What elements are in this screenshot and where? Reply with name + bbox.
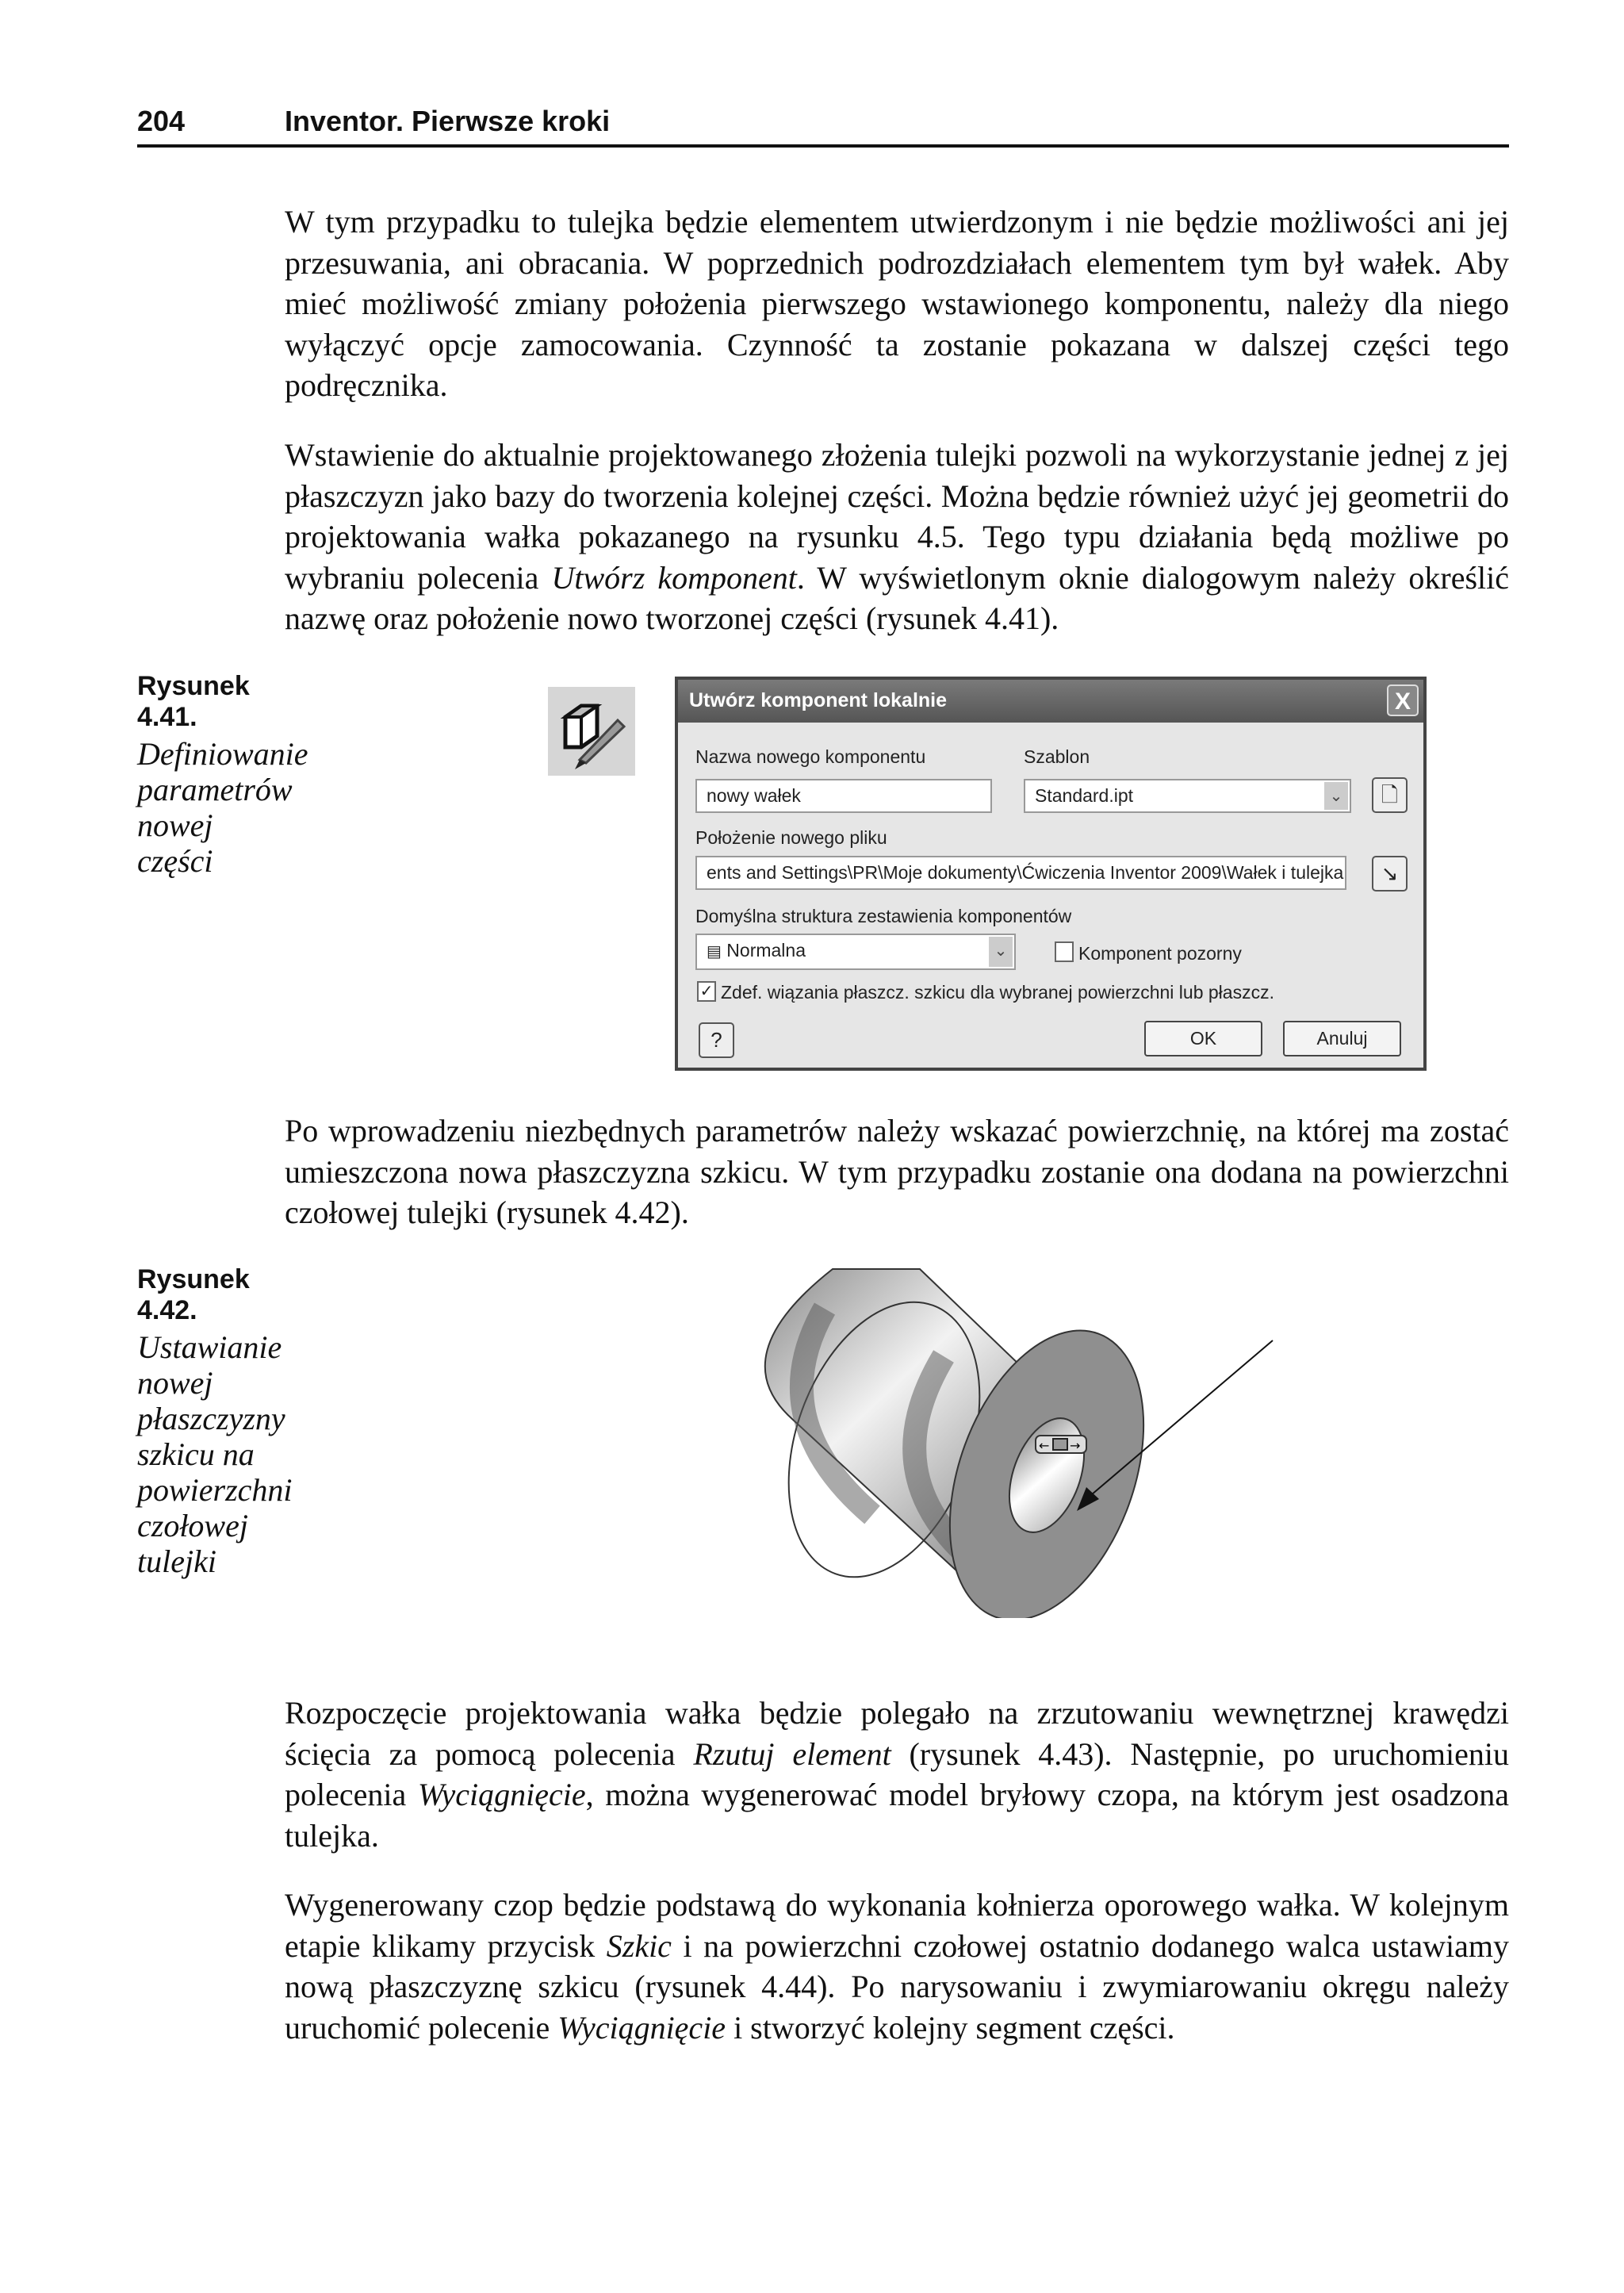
- new-template-button[interactable]: [1372, 777, 1408, 813]
- figure-number: Rysunek 4.42.: [137, 1264, 250, 1325]
- bushing-body: [753, 1269, 1180, 1618]
- figure-caption-4-42: [137, 1264, 293, 1579]
- paragraph-5: [285, 1885, 1509, 2048]
- bom-structure-label: Domyślna struktura zestawienia komponentów: [695, 906, 1072, 926]
- bom-structure-select[interactable]: [695, 934, 1016, 970]
- figure-number: Rysunek 4.41.: [137, 671, 250, 732]
- running-header: Inventor. Pierwsze kroki: [285, 105, 611, 137]
- text: , można wygenerować model bryłowy czopa, na którym jest osadzona tulejka.: [285, 1777, 1509, 1854]
- chevron-down-icon: ⌄: [1324, 782, 1348, 810]
- chevron-down-icon: ⌄: [989, 937, 1013, 967]
- browse-folder-button[interactable]: [1372, 856, 1408, 892]
- text: (rysunek 4.43). Następnie, po uruchomieniu polecenia: [285, 1735, 1509, 1812]
- name-label: Nazwa nowego komponentu: [695, 746, 926, 767]
- sketch-constraint-checkbox[interactable]: ✓: [697, 981, 716, 1002]
- paragraph-1: W tym przypadku to tulejka będzie elementem utwierdzonym i nie będzie możliwości ani jej przesuwania, ani obracania. W poprzednich podrozdziałach elementem tym był wałek. Aby mieć możliwość zmiany położenia pierwszego wstawionego komponentu, należy dla niego wyłączyć opcje zamocowania. Czynność ta zostanie pokazana w dalszej części tego podręcznika.: [285, 204, 1509, 403]
- text: i na powierzchni czołowej ostatnio dodanego walca ustawiamy nową płaszczyznę szkicu (rysunek 4.44). Po narysowaniu i zwymiarowaniu okręgu należy uruchomić polecenie: [285, 1927, 1510, 2046]
- command-name: Utwórz komponent: [551, 559, 797, 596]
- cancel-button[interactable]: Anuluj: [1283, 1021, 1401, 1056]
- figure-caption-4-41: [137, 671, 308, 879]
- command-name: Wyciągnięcie: [417, 1777, 586, 1812]
- virtual-component-checkbox[interactable]: [1055, 941, 1074, 962]
- virtual-component-label: Komponent pozorny: [1078, 943, 1242, 964]
- create-local-component-dialog: [675, 677, 1427, 1071]
- text: i stworzyć kolejny segment części.: [726, 2009, 1175, 2046]
- bom-structure-icon: ▤: [707, 943, 722, 961]
- bom-value: Normalna: [726, 940, 806, 961]
- bushing-3d-model-figure: [714, 1261, 1300, 1618]
- ok-button[interactable]: OK: [1144, 1021, 1262, 1056]
- text: . W wyświetlonym oknie dialogowym należy określić nazwę oraz położenie nowo tworzonej części (rysunek 4.41).: [285, 559, 1510, 636]
- text: Wstawienie do aktualnie projektowanego złożenia tulejki pozwoli na wykorzystanie jednej z jej płaszczyzn jako bazy do tworzenia kolejnej części. Można będzie również użyć jej geometrii do projektowania wałka pokazanego na rysunku 4.5. Tego typu działania będą możliwe po wybraniu polecenia: [285, 437, 1509, 596]
- template-select[interactable]: [1024, 779, 1351, 813]
- dialog-title-bar[interactable]: [678, 680, 1423, 723]
- paragraph-2: [285, 435, 1509, 639]
- component-name-input[interactable]: nowy wałek: [695, 779, 992, 813]
- create-component-tool-icon: [548, 687, 635, 776]
- svg-text:←: ←: [1039, 1438, 1050, 1453]
- text: Rozpoczęcie projektowania wałka będzie polegało na zrzutowaniu wewnętrznej krawędzi ścięcia za pomocą polecenia: [285, 1695, 1509, 1772]
- text: Wygenerowany czop będzie podstawą do wykonania kołnierza oporowego wałka. W kolejnym etapie klikamy przycisk: [285, 1887, 1509, 1964]
- command-name: Szkic: [606, 1927, 672, 1964]
- close-button[interactable]: X: [1387, 684, 1419, 716]
- figure-description: Ustawianie nowej płaszczyzny szkicu na powierzchni czołowej tulejki: [137, 1329, 293, 1579]
- file-location-input[interactable]: ents and Settings\PR\Moje dokumenty\Ćwiczenia Inventor 2009\Wałek i tulejka: [695, 856, 1346, 890]
- paragraph-4: [285, 1693, 1509, 1856]
- plane-direction-glyph: [1036, 1436, 1086, 1453]
- figure-description: Definiowanie parametrów nowej części: [137, 736, 308, 879]
- folder-arrow-icon: ↘: [1381, 861, 1399, 885]
- paragraph-3: Po wprowadzeniu niezbędnych parametrów należy wskazać powierzchnię, na której ma zostać umieszczona nowa płaszczyzna szkicu. W tym przypadku zostanie ona dodana na powierzchni czołowej tulejki (rysunek 4.42).: [285, 1113, 1509, 1230]
- command-name: Rzutuj element: [693, 1735, 891, 1772]
- template-value: Standard.ipt: [1035, 785, 1134, 806]
- help-button[interactable]: ?: [699, 1022, 734, 1058]
- location-label: Położenie nowego pliku: [695, 827, 887, 848]
- svg-text:→: →: [1070, 1438, 1081, 1453]
- command-name: Wyciągnięcie: [557, 2009, 726, 2046]
- sketch-constraint-label: Zdef. wiązania płaszcz. szkicu dla wybranej powierzchni lub płaszcz.: [721, 982, 1274, 1003]
- template-label: Szablon: [1024, 746, 1090, 767]
- dialog-title: Utwórz komponent lokalnie: [689, 689, 948, 711]
- new-file-icon: 🗋: [1381, 783, 1398, 807]
- page-number: 204: [137, 105, 186, 137]
- header-rule: [137, 144, 1509, 148]
